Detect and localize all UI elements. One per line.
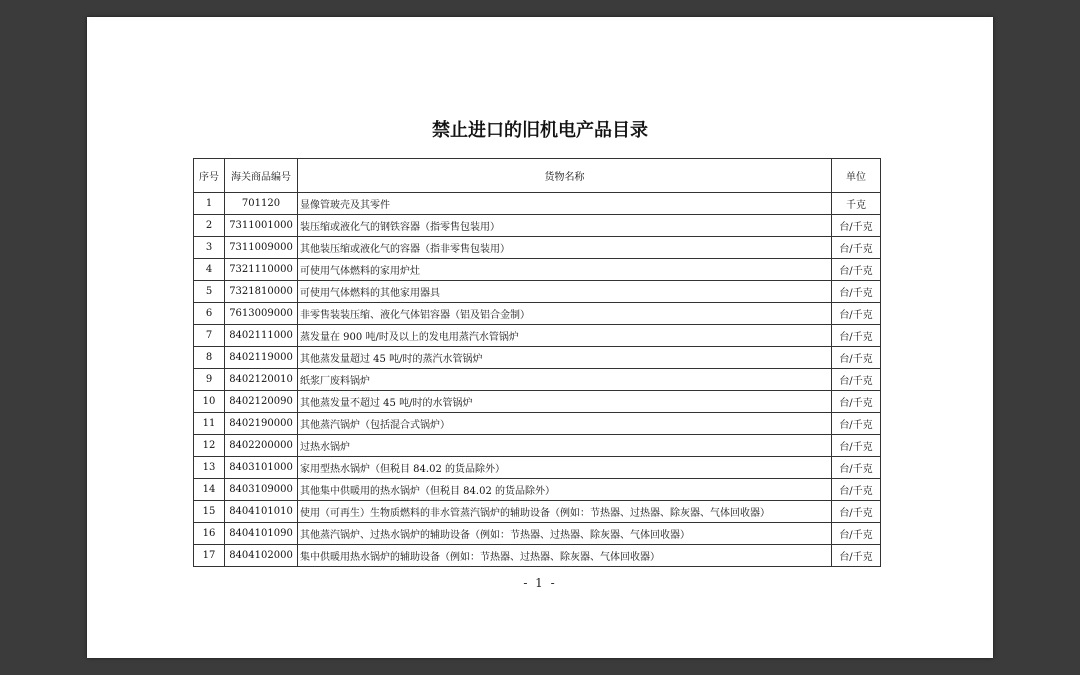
cell-name: 显像管玻壳及其零件 — [298, 193, 832, 215]
cell-unit: 千克 — [832, 193, 881, 215]
cell-name: 使用（可再生）生物质燃料的非水管蒸汽锅炉的辅助设备（例如：节热器、过热器、除灰器、气体回收器） — [298, 501, 832, 523]
table-row — [194, 501, 881, 523]
cell-code: 8404101090 — [225, 523, 298, 545]
cell-code: 8402120090 — [225, 391, 298, 413]
cell-seq: 12 — [194, 435, 225, 457]
cell-seq: 7 — [194, 325, 225, 347]
cell-seq: 6 — [194, 303, 225, 325]
table-row — [194, 303, 881, 325]
cell-seq: 17 — [194, 545, 225, 567]
cell-unit: 台/千克 — [832, 325, 881, 347]
cell-name: 家用型热水锅炉（但税目 84.02 的货品除外） — [298, 457, 832, 479]
document-page — [87, 17, 993, 658]
cell-seq: 11 — [194, 413, 225, 435]
cell-unit: 台/千克 — [832, 457, 881, 479]
cell-seq: 8 — [194, 347, 225, 369]
table-body — [194, 193, 881, 567]
cell-seq: 4 — [194, 259, 225, 281]
header-name: 货物名称 — [298, 159, 832, 193]
cell-name: 其他蒸汽锅炉、过热水锅炉的辅助设备（例如：节热器、过热器、除灰器、气体回收器） — [298, 523, 832, 545]
cell-unit: 台/千克 — [832, 545, 881, 567]
table-row — [194, 413, 881, 435]
table-row — [194, 391, 881, 413]
table-row — [194, 259, 881, 281]
cell-name: 其他蒸汽锅炉（包括混合式锅炉） — [298, 413, 832, 435]
cell-name: 集中供暖用热水锅炉的辅助设备（例如：节热器、过热器、除灰器、气体回收器） — [298, 545, 832, 567]
table-row — [194, 479, 881, 501]
cell-name: 其他装压缩或液化气的容器（指非零售包装用） — [298, 237, 832, 259]
cell-unit: 台/千克 — [832, 413, 881, 435]
cell-unit: 台/千克 — [832, 281, 881, 303]
cell-unit: 台/千克 — [832, 523, 881, 545]
cell-name: 其他蒸发量超过 45 吨/时的蒸汽水管锅炉 — [298, 347, 832, 369]
cell-seq: 2 — [194, 215, 225, 237]
cell-code: 701120 — [225, 193, 298, 215]
cell-unit: 台/千克 — [832, 237, 881, 259]
table-row — [194, 523, 881, 545]
cell-code: 8402120010 — [225, 369, 298, 391]
cell-name: 过热水锅炉 — [298, 435, 832, 457]
cell-unit: 台/千克 — [832, 369, 881, 391]
table-row — [194, 325, 881, 347]
cell-name: 装压缩或液化气的钢铁容器（指零售包装用） — [298, 215, 832, 237]
catalog-table — [193, 158, 881, 567]
table-row — [194, 281, 881, 303]
cell-code: 8403109000 — [225, 479, 298, 501]
cell-seq: 16 — [194, 523, 225, 545]
cell-name: 其他蒸发量不超过 45 吨/时的水管锅炉 — [298, 391, 832, 413]
cell-unit: 台/千克 — [832, 303, 881, 325]
cell-code: 8404101010 — [225, 501, 298, 523]
table-header-row — [194, 159, 881, 193]
cell-unit: 台/千克 — [832, 501, 881, 523]
header-code: 海关商品编号 — [225, 159, 298, 193]
cell-code: 8404102000 — [225, 545, 298, 567]
cell-name: 纸浆厂废料锅炉 — [298, 369, 832, 391]
cell-code: 8403101000 — [225, 457, 298, 479]
cell-seq: 14 — [194, 479, 225, 501]
cell-code: 7613009000 — [225, 303, 298, 325]
cell-name: 非零售装装压缩、液化气体铝容器（铝及铝合金制） — [298, 303, 832, 325]
cell-name: 蒸发量在 900 吨/时及以上的发电用蒸汽水管锅炉 — [298, 325, 832, 347]
cell-code: 8402111000 — [225, 325, 298, 347]
table-row — [194, 435, 881, 457]
table-row — [194, 347, 881, 369]
cell-seq: 5 — [194, 281, 225, 303]
cell-seq: 1 — [194, 193, 225, 215]
cell-name: 可使用气体燃料的其他家用器具 — [298, 281, 832, 303]
table-row — [194, 457, 881, 479]
cell-unit: 台/千克 — [832, 215, 881, 237]
header-unit: 单位 — [832, 159, 881, 193]
cell-seq: 3 — [194, 237, 225, 259]
cell-unit: 台/千克 — [832, 479, 881, 501]
cell-unit: 台/千克 — [832, 259, 881, 281]
cell-name: 可使用气体燃料的家用炉灶 — [298, 259, 832, 281]
cell-code: 7311001000 — [225, 215, 298, 237]
table-row — [194, 237, 881, 259]
table-row — [194, 369, 881, 391]
table-row — [194, 215, 881, 237]
table-row — [194, 193, 881, 215]
cell-code: 8402119000 — [225, 347, 298, 369]
document-title: 禁止进口的旧机电产品目录 — [432, 120, 648, 141]
cell-code: 7311009000 — [225, 237, 298, 259]
cell-code: 7321110000 — [225, 259, 298, 281]
cell-seq: 10 — [194, 391, 225, 413]
header-seq: 序号 — [194, 159, 225, 193]
cell-unit: 台/千克 — [832, 347, 881, 369]
cell-name: 其他集中供暖用的热水锅炉（但税目 84.02 的货品除外） — [298, 479, 832, 501]
cell-seq: 15 — [194, 501, 225, 523]
page-number: - 1 - — [523, 576, 557, 590]
table-row — [194, 545, 881, 567]
cell-seq: 9 — [194, 369, 225, 391]
cell-code: 7321810000 — [225, 281, 298, 303]
cell-code: 8402190000 — [225, 413, 298, 435]
cell-unit: 台/千克 — [832, 435, 881, 457]
cell-code: 8402200000 — [225, 435, 298, 457]
cell-seq: 13 — [194, 457, 225, 479]
cell-unit: 台/千克 — [832, 391, 881, 413]
